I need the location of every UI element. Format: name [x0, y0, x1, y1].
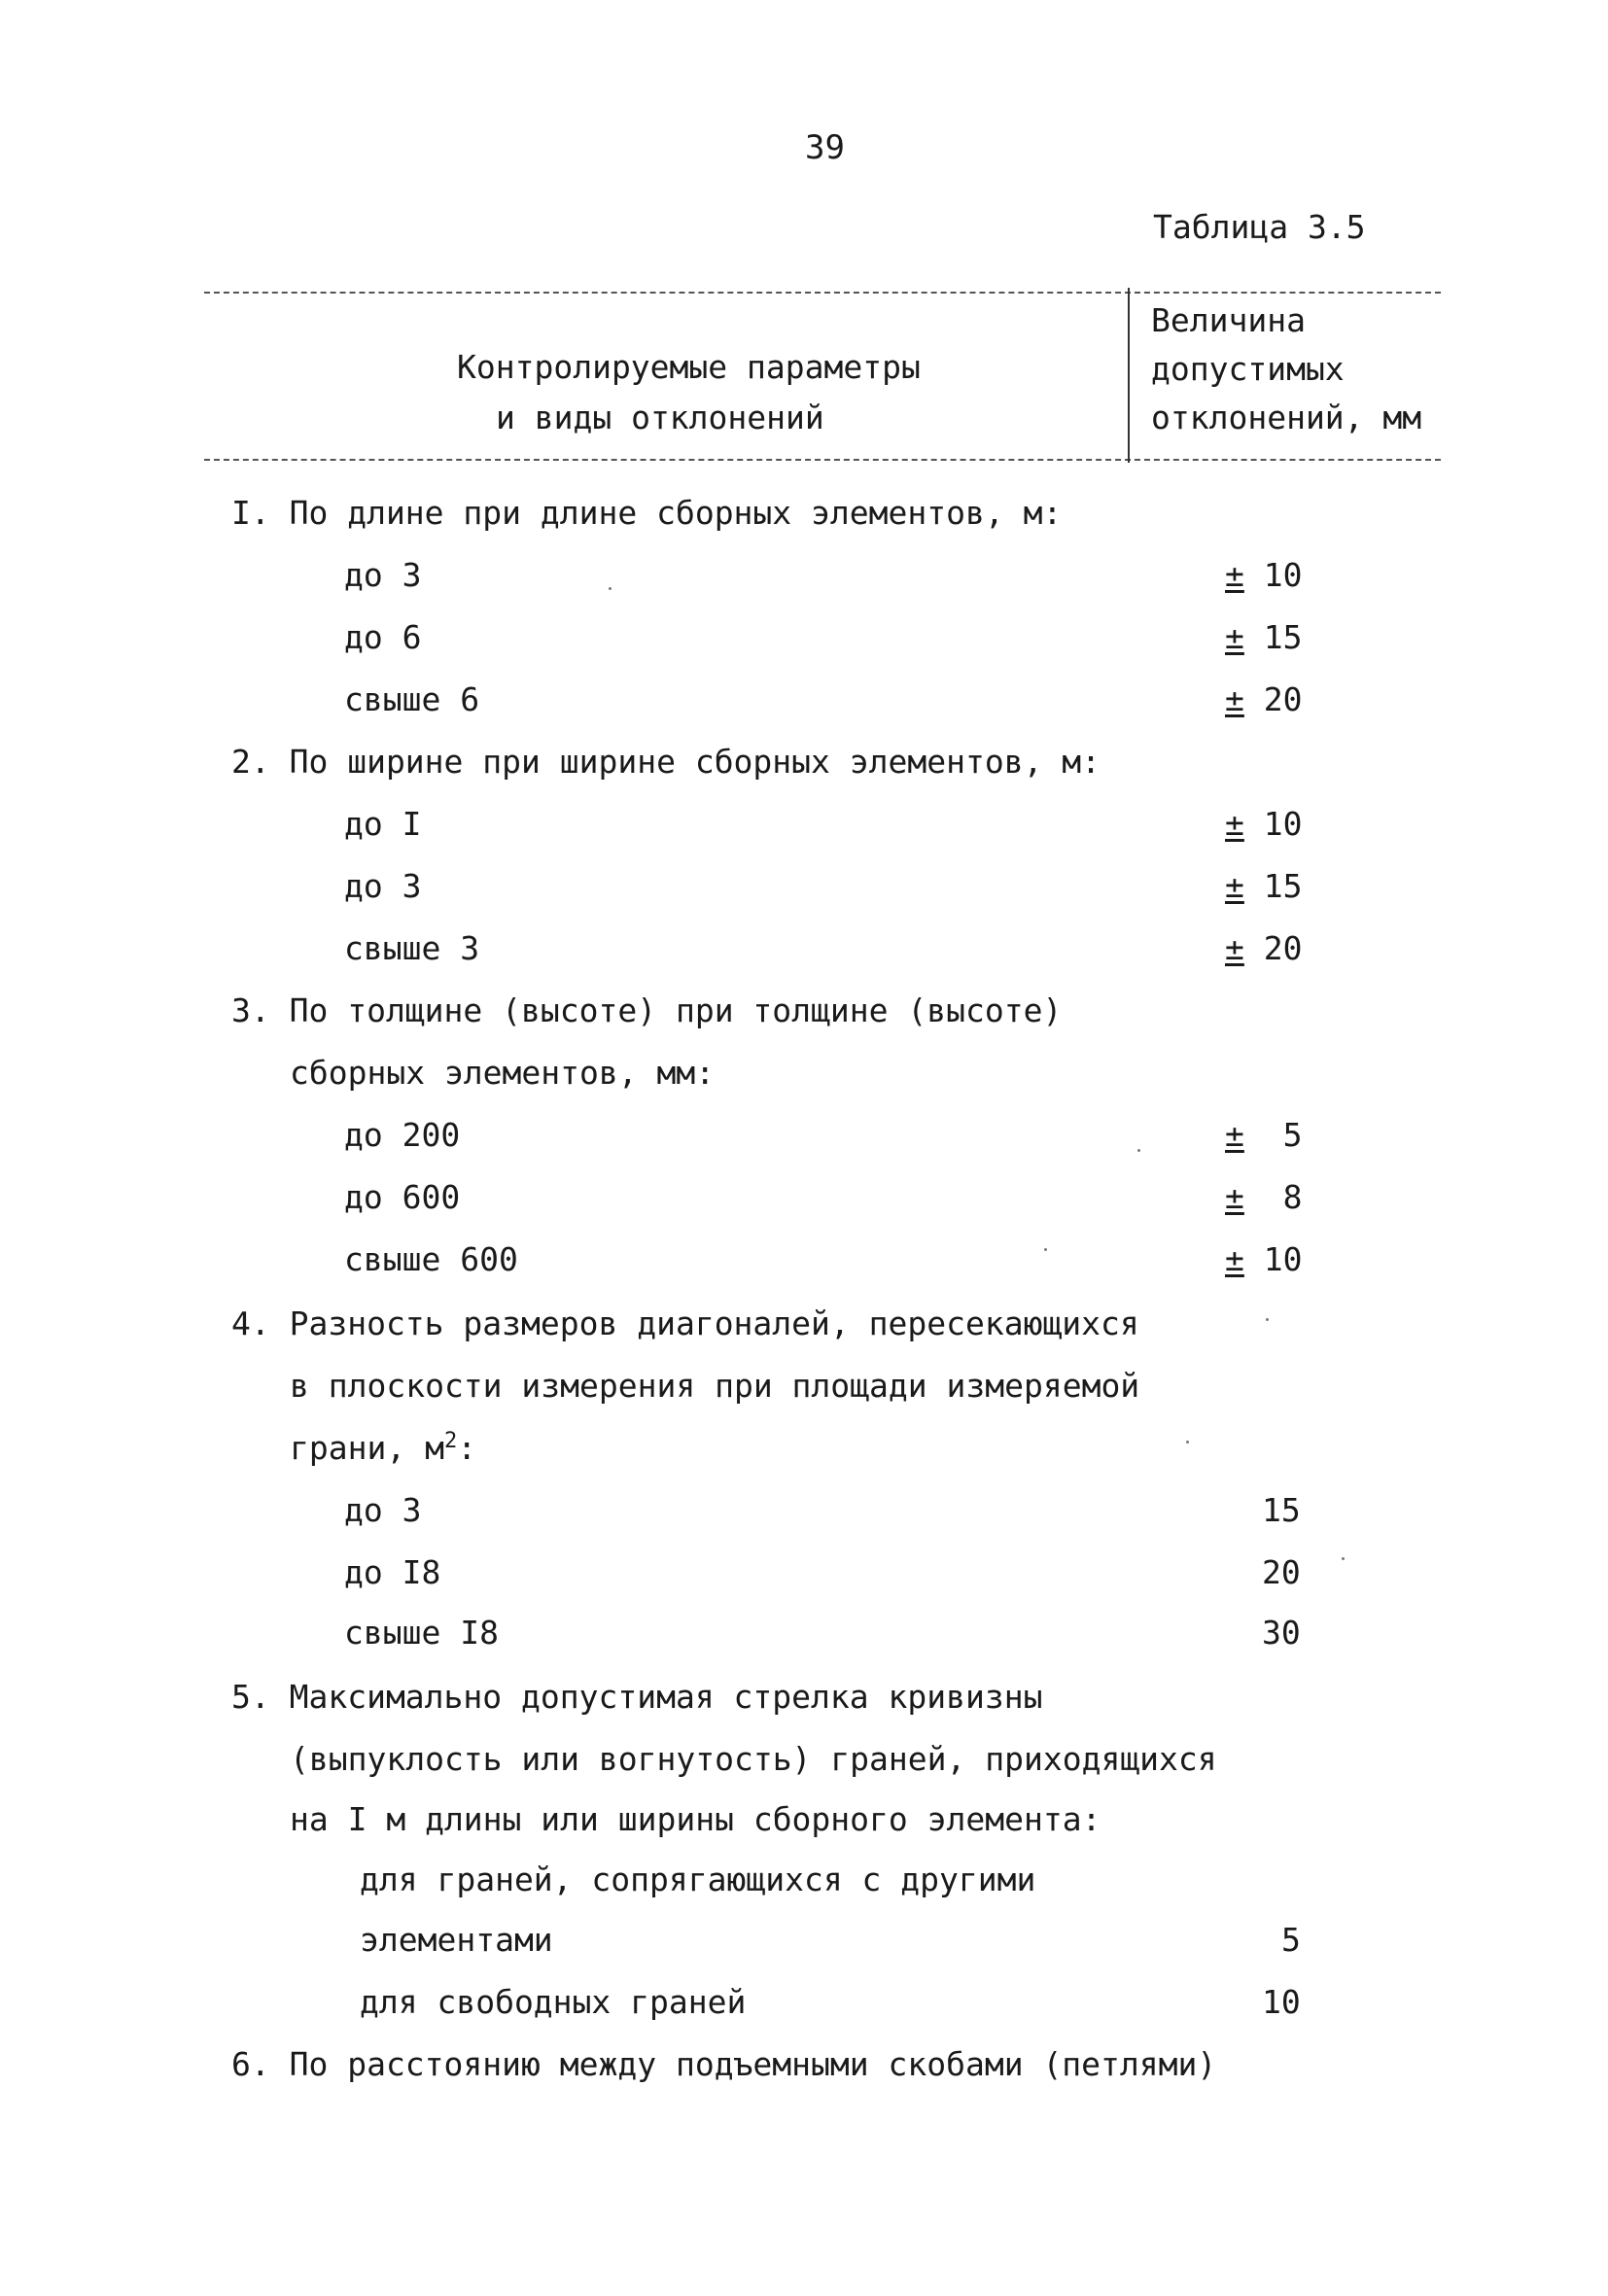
row-text: элементами [360, 1921, 553, 1959]
header-col2-line1: Величина [1151, 301, 1306, 339]
row-value-number: 15 [1263, 867, 1303, 905]
row-text: свыше I8 [344, 1614, 499, 1652]
row-text: 2. По ширине при ширине сборных элементов, м: [231, 743, 1101, 781]
row-value-number: 15 [1263, 618, 1303, 656]
table-caption: Таблица 3.5 [1153, 208, 1366, 246]
scan-speckle [1342, 1557, 1345, 1560]
row-text: I. По длине при длине сборных элементов, м: [231, 494, 1063, 532]
header-col1-line2: и виды отклонений [496, 399, 824, 436]
row-value-number: 20 [1263, 929, 1303, 967]
scan-speckle [1044, 1248, 1047, 1251]
row-text: до I8 [344, 1553, 441, 1591]
row-text: свыше 6 [344, 680, 480, 718]
scan-speckle [1186, 1441, 1189, 1444]
row-text: на I м длины или ширины сборного элемента: [290, 1800, 1101, 1838]
row-value-number: 10 [1263, 1240, 1303, 1278]
row-value [1225, 680, 1303, 719]
row-text: до I [344, 805, 422, 843]
plus-minus-sign: ± [1225, 618, 1244, 656]
row-value [1225, 929, 1303, 968]
row-text: для граней, сопрягающихся с другими [360, 1861, 1036, 1898]
plus-minus-sign: ± [1225, 929, 1244, 967]
row-text: до 3 [344, 867, 422, 905]
header-column-divider [1128, 288, 1130, 463]
row-value-number: 8 [1282, 1178, 1303, 1216]
row-text: до 3 [344, 1491, 422, 1529]
row-value-number: 10 [1263, 556, 1303, 594]
scan-speckle [1137, 1149, 1140, 1152]
header-bottom-rule [204, 459, 1441, 461]
row-value-number: 20 [1263, 680, 1303, 718]
row-value [1225, 556, 1303, 595]
row-value-number: 10 [1263, 805, 1303, 843]
row-text: до 3 [344, 556, 422, 594]
row-text: грани, $м^2$: [290, 1429, 477, 1467]
row-text: 4. Разность размеров диагоналей, пересекающихся [231, 1305, 1139, 1342]
row-value [1225, 1116, 1303, 1155]
row-value [1281, 1921, 1301, 1960]
header-col2-line2: допустимых [1151, 350, 1345, 388]
plus-minus-sign: ± [1225, 805, 1244, 843]
scan-speckle [609, 587, 612, 590]
row-value-number: 5 [1281, 1921, 1301, 1959]
row-text: 6. По расстоянию между подъемными скобами (петлями) [231, 2045, 1217, 2083]
row-text: свыше 3 [344, 929, 480, 967]
row-text: до 6 [344, 618, 422, 656]
row-value-number: 30 [1262, 1614, 1301, 1652]
row-value [1262, 1614, 1301, 1652]
row-value [1225, 1240, 1303, 1279]
row-value [1262, 1491, 1301, 1530]
row-value-number: 15 [1262, 1491, 1301, 1529]
row-text: 3. По толщине (высоте) при толщине (высоте) [231, 991, 1063, 1029]
plus-minus-sign: ± [1225, 1116, 1244, 1154]
row-value [1225, 618, 1303, 657]
plus-minus-sign: ± [1225, 680, 1244, 718]
row-value-number: 10 [1262, 1983, 1301, 2021]
row-text: до 200 [344, 1116, 461, 1154]
row-text: в плоскости измерения при площади измеряемой [290, 1367, 1140, 1405]
page-number: 39 [805, 128, 845, 167]
plus-minus-sign: ± [1225, 1178, 1244, 1216]
row-value-number: 20 [1262, 1553, 1301, 1591]
plus-minus-sign: ± [1225, 867, 1244, 905]
row-value [1262, 1983, 1301, 2022]
header-col2-line3: отклонений, мм [1151, 399, 1422, 436]
row-text: 5. Максимально допустимая стрелка кривизны [231, 1678, 1043, 1716]
row-text-suffix: : [457, 1429, 477, 1467]
header-top-rule [204, 292, 1441, 294]
row-text: сборных элементов, мм: [290, 1054, 716, 1092]
row-text: (выпуклость или вогнутость) граней, приходящихся [290, 1740, 1217, 1778]
plus-minus-sign: ± [1225, 1240, 1244, 1278]
header-col1-line1: Контролируемые параметры [457, 348, 921, 386]
row-value [1225, 805, 1303, 844]
row-value-number: 5 [1282, 1116, 1303, 1154]
row-value [1225, 867, 1303, 906]
row-text: для свободных граней [360, 1983, 747, 2021]
row-value [1225, 1178, 1303, 1217]
plus-minus-sign: ± [1225, 556, 1244, 594]
row-value [1262, 1553, 1301, 1592]
scan-speckle [1266, 1318, 1269, 1321]
row-text: свыше 600 [344, 1240, 518, 1278]
row-superscript: 2 [443, 1429, 458, 1453]
row-text: до 600 [344, 1178, 461, 1216]
